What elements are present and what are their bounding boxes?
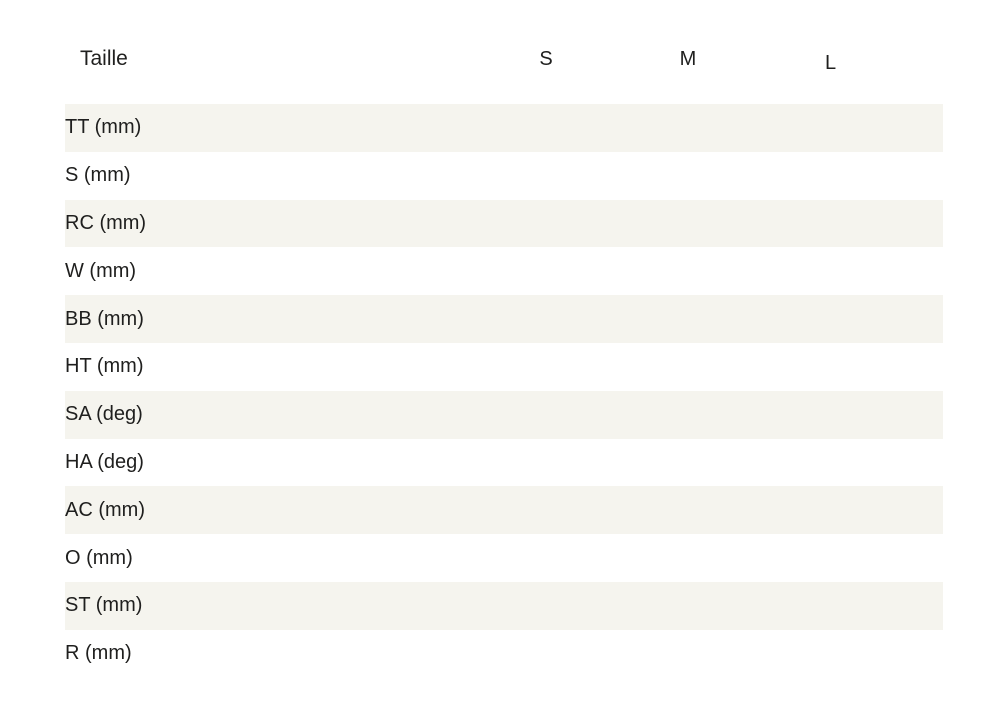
column-header-l: L bbox=[824, 51, 837, 74]
table-row: TT (mm) bbox=[65, 104, 943, 152]
table-row: S (mm) bbox=[65, 164, 131, 187]
table-body bbox=[65, 104, 943, 678]
size-chart-title: Taille bbox=[80, 47, 128, 70]
table-row: RC (mm) bbox=[65, 200, 943, 248]
table-row: W (mm) bbox=[65, 259, 137, 282]
table-header-row bbox=[65, 38, 943, 80]
table-row: HT (mm) bbox=[65, 355, 144, 378]
column-header-s: S bbox=[539, 47, 553, 70]
table-row: ST (mm) bbox=[65, 582, 943, 630]
table-row: HA (deg) bbox=[65, 450, 144, 473]
table-row: BB (mm) bbox=[65, 295, 943, 343]
table-row: SA (deg) bbox=[65, 391, 943, 439]
table-row: O (mm) bbox=[65, 546, 133, 569]
column-header-m: M bbox=[679, 47, 697, 70]
table-row: AC (mm) bbox=[65, 486, 943, 534]
table-row: R (mm) bbox=[65, 642, 132, 665]
